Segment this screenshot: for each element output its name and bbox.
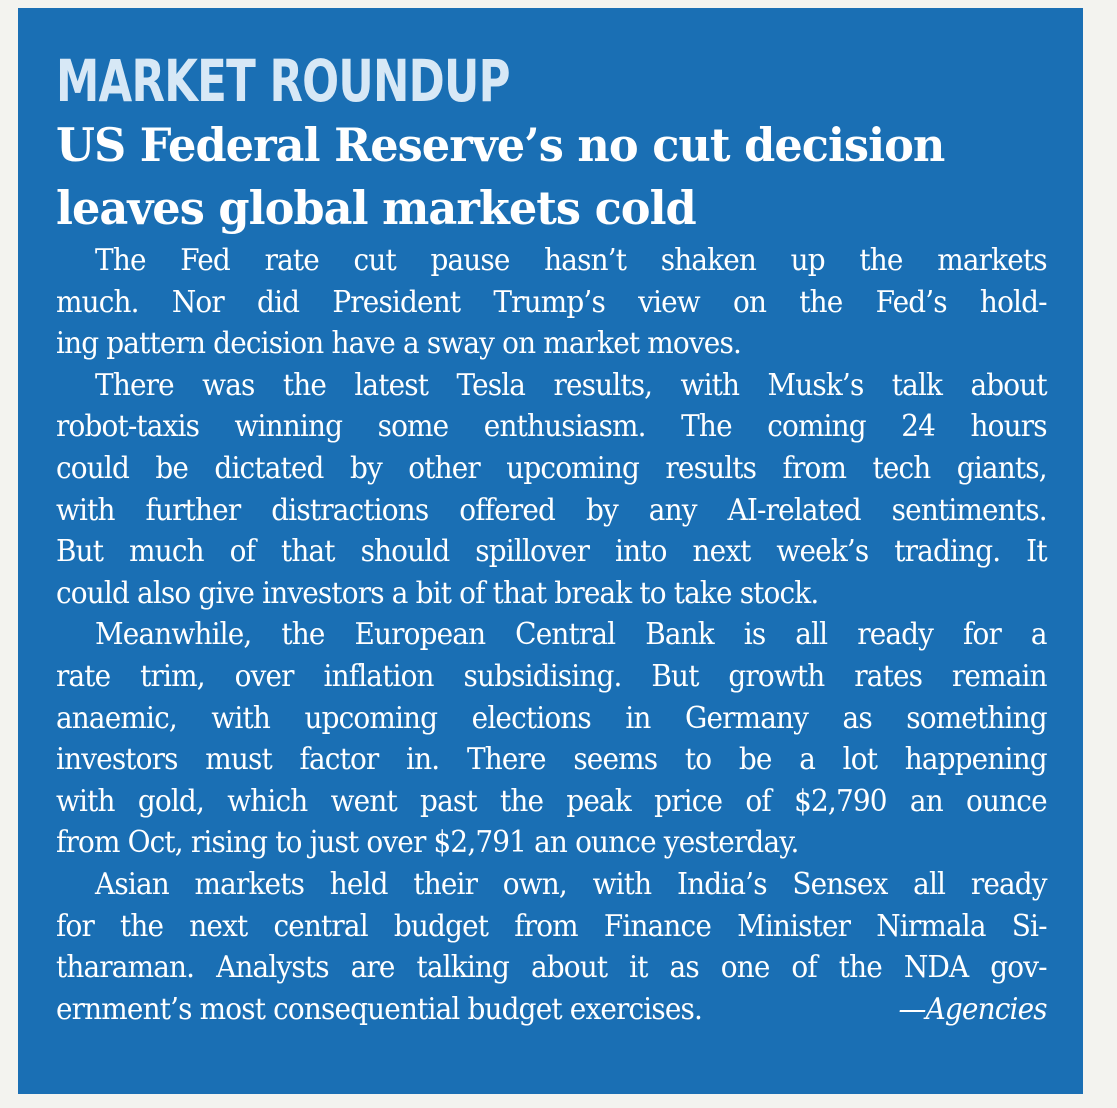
text-line: investors must factor in. There seems to be a lot happening	[56, 742, 1047, 778]
text-line: There was the latest Tesla results, with Musk’s talk about	[95, 367, 1047, 403]
text-line: robot-taxis winning some enthusiasm. The coming 24 hours	[56, 409, 1047, 445]
text-line: could be dictated by other upcoming results from tech giants,	[56, 450, 1047, 486]
text-line: for the next central budget from Finance Minister Nirmala Si-	[56, 908, 1047, 944]
paragraph-4	[56, 864, 1047, 1030]
market-roundup-box	[18, 8, 1083, 1094]
text-line: But much of that should spillover into next week’s trading. It	[56, 534, 1047, 570]
text-line: ing pattern decision have a sway on market moves.	[56, 326, 741, 362]
text-line: rate trim, over inflation subsidising. But growth rates remain	[56, 658, 1047, 694]
text-line: anaemic, with upcoming elections in Germany as something	[56, 700, 1047, 736]
text-line: with further distractions offered by any AI-related sentiments.	[56, 492, 1047, 528]
text-line: The Fed rate cut pause hasn’t shaken up the markets	[95, 243, 1047, 278]
article-body	[56, 240, 1047, 1030]
paragraph-3	[56, 614, 1047, 864]
text-line: could also give investors a bit of that break to take stock.	[56, 575, 819, 611]
text-line: with gold, which went past the peak price of $2,790 an ounce	[56, 783, 1047, 819]
paragraph-1	[56, 240, 1047, 365]
text-line: from Oct, rising to just over $2,791 an ounce yesterday.	[56, 825, 799, 861]
section-kicker: MARKET ROUNDUP	[56, 47, 510, 115]
byline-signature: —Agencies	[898, 991, 1047, 1027]
text-line: much. Nor did President Trump’s view on the Fed’s hold-	[56, 284, 1047, 320]
text-line: tharaman. Analysts are talking about it as one of the NDA gov-	[56, 950, 1047, 986]
final-line-text: ernment’s most consequential budget exercises.	[56, 991, 703, 1027]
text-line: Meanwhile, the European Central Bank is all ready for a	[95, 617, 1047, 653]
final-line	[56, 989, 1047, 1031]
paragraph-2	[56, 365, 1047, 615]
headline-line-1: US Federal Reserve’s no cut decision	[56, 118, 945, 172]
headline-line-2: leaves global markets cold	[56, 181, 696, 235]
text-line: Asian markets held their own, with India’s Sensex all ready	[95, 866, 1047, 902]
headline	[56, 114, 1017, 240]
